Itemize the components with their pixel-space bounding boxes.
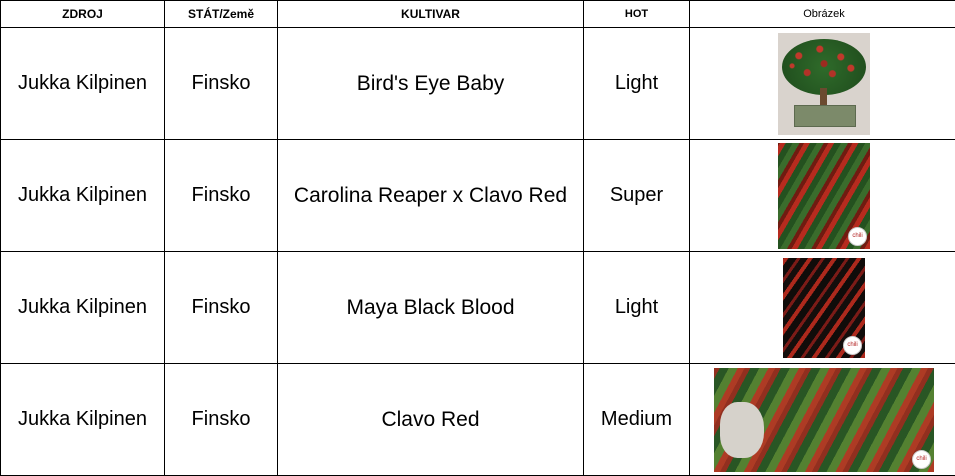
table-body — [1, 28, 955, 476]
cell-state: Finsko — [165, 364, 278, 476]
column-header-image: Obrázek — [690, 1, 955, 28]
cell-hot: Light — [584, 28, 690, 140]
table-header-row — [1, 1, 955, 28]
cell-cultivar: Carolina Reaper x Clavo Red — [278, 140, 584, 252]
chili-pods-photo — [714, 368, 934, 472]
cell-hot: Super — [584, 140, 690, 252]
table-header — [1, 1, 955, 28]
cell-state: Finsko — [165, 252, 278, 364]
cell-source: Jukka Kilpinen — [1, 364, 165, 476]
cell-image — [690, 252, 955, 364]
column-header-hot: HOT — [584, 1, 690, 28]
table-row — [1, 28, 955, 140]
chili-cluster-photo — [778, 143, 870, 249]
plant-canopy — [782, 39, 866, 95]
cell-image — [690, 28, 955, 140]
table-row — [1, 140, 955, 252]
cell-cultivar: Clavo Red — [278, 364, 584, 476]
image-wrapper — [690, 28, 955, 139]
cell-hot: Medium — [584, 364, 690, 476]
cell-cultivar: Bird's Eye Baby — [278, 28, 584, 140]
cell-source: Jukka Kilpinen — [1, 252, 165, 364]
watermark-badge-icon: chili — [848, 227, 867, 246]
table-row — [1, 252, 955, 364]
cell-source: Jukka Kilpinen — [1, 140, 165, 252]
cell-image — [690, 140, 955, 252]
column-header-source: ZDROJ — [1, 1, 165, 28]
photo-stone — [720, 402, 764, 458]
table-row — [1, 364, 955, 476]
column-header-state: STÁT/Země — [165, 1, 278, 28]
cell-cultivar: Maya Black Blood — [278, 252, 584, 364]
cell-image — [690, 364, 955, 476]
chili-dark-photo — [783, 258, 865, 358]
image-wrapper — [690, 140, 955, 251]
watermark-badge-icon: chili — [843, 336, 862, 355]
watermark-badge-icon: chili — [912, 450, 931, 469]
image-wrapper — [690, 252, 955, 363]
column-header-cultivar: KULTIVAR — [278, 1, 584, 28]
cell-hot: Light — [584, 252, 690, 364]
cell-state: Finsko — [165, 140, 278, 252]
chili-plant-photo — [778, 33, 870, 135]
plant-pot — [794, 105, 856, 127]
cell-source: Jukka Kilpinen — [1, 28, 165, 140]
cell-state: Finsko — [165, 28, 278, 140]
image-wrapper — [690, 364, 955, 475]
